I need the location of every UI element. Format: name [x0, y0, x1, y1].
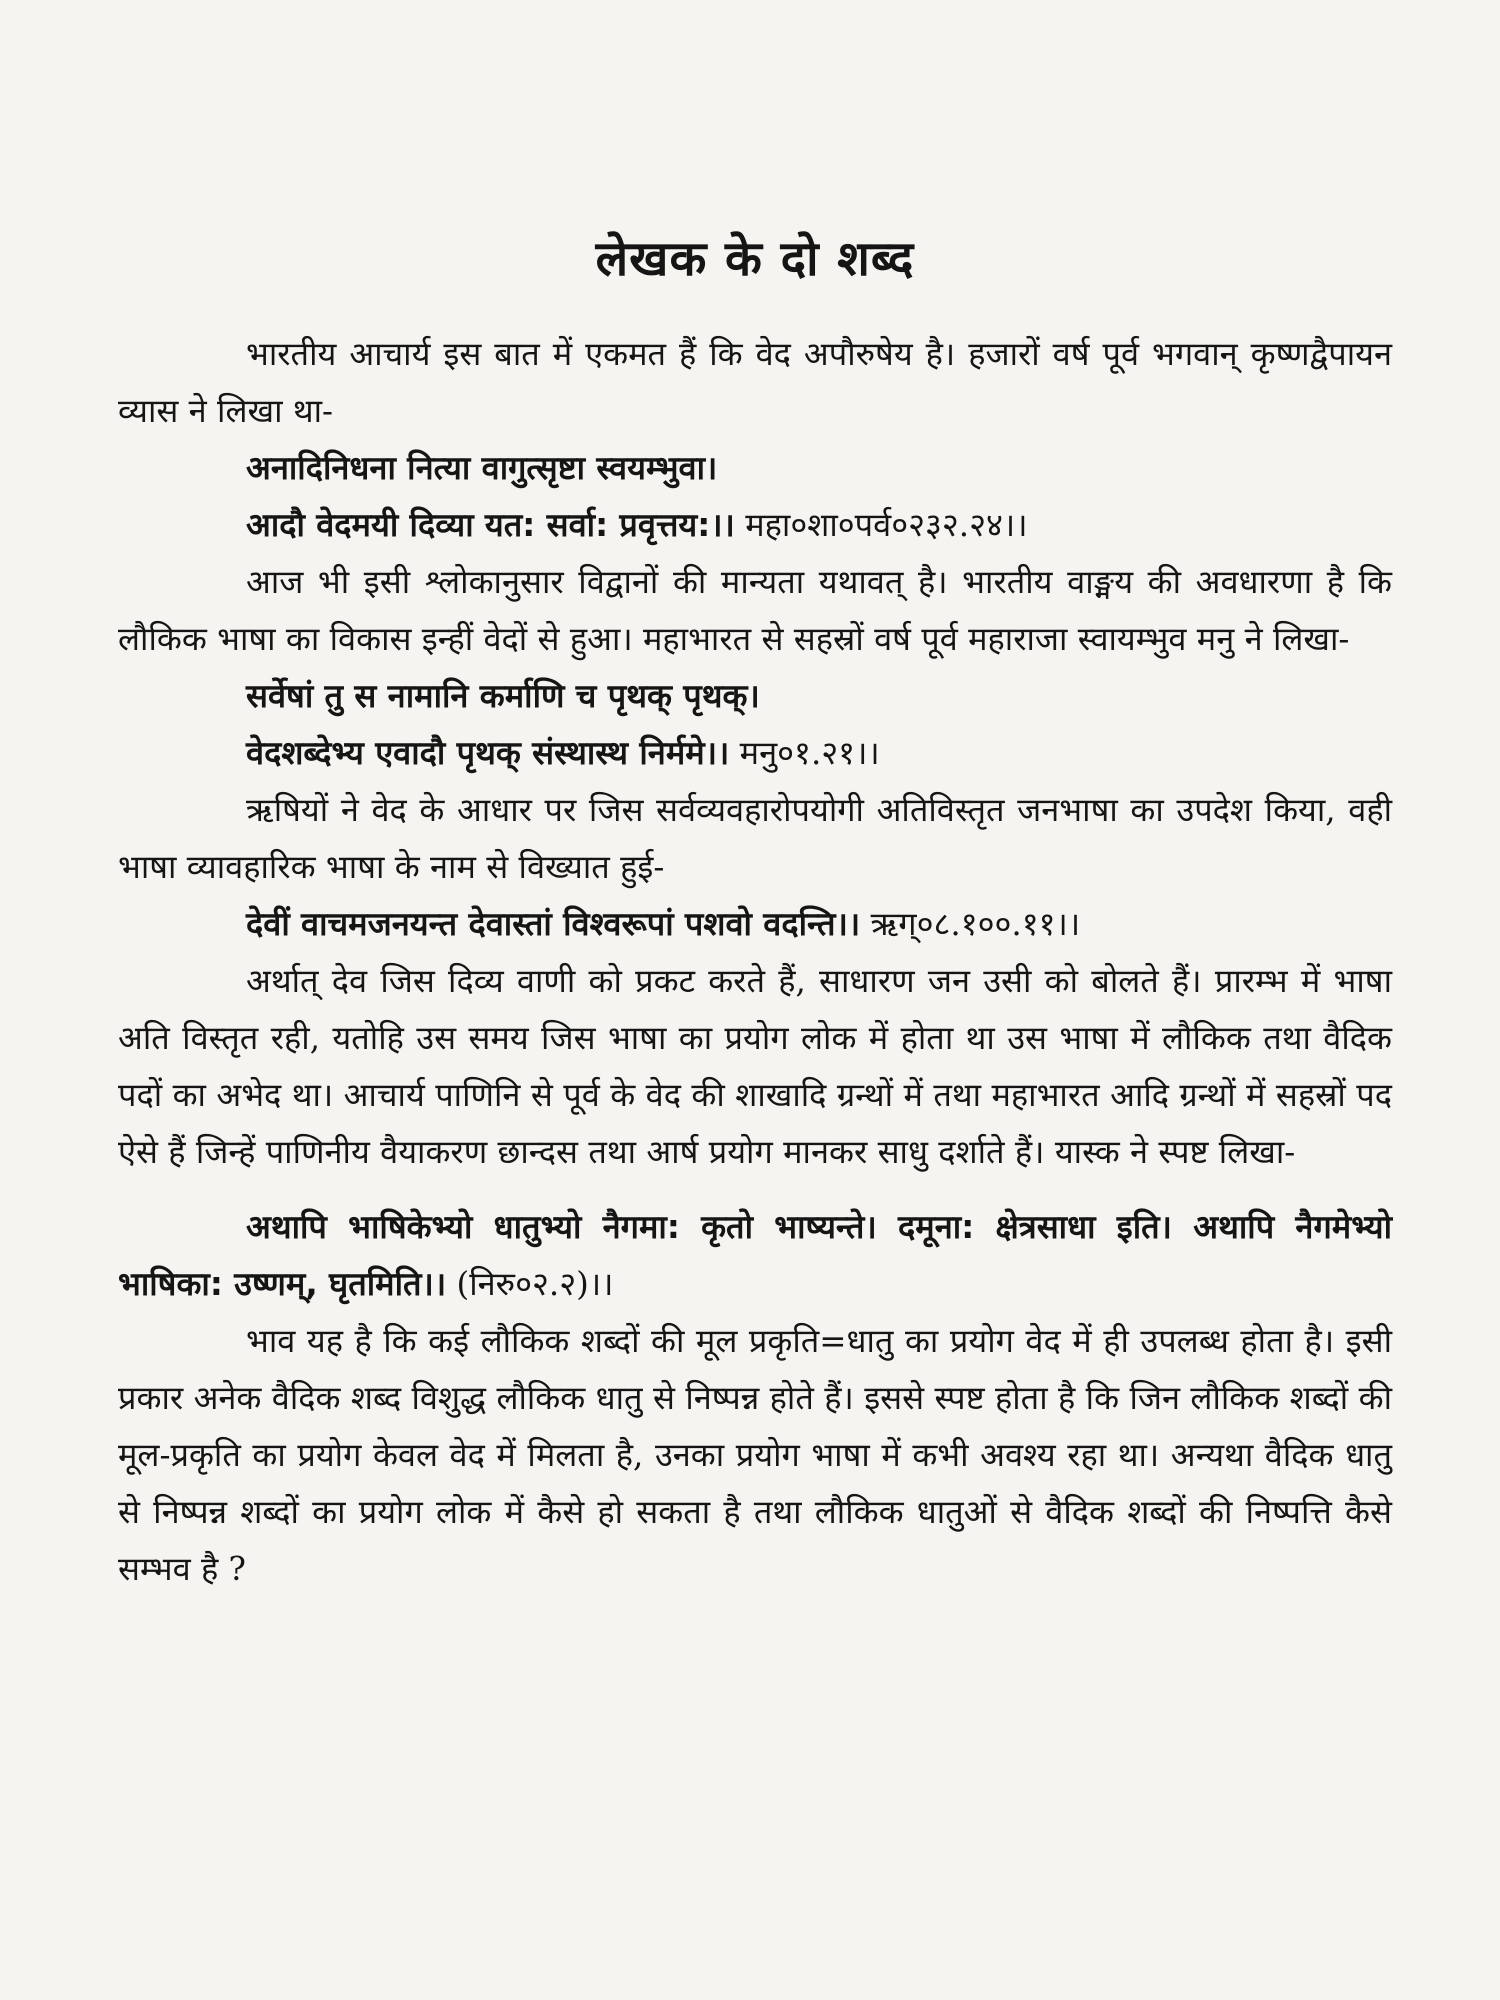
- verse-1a: [118, 440, 1392, 497]
- verse-reference: ऋग्०८.१००.११।।: [870, 905, 1081, 943]
- verse-text: देवीं वाचमजनयन्त देवास्तां विश्वरूपां पशवो वदन्ति।।: [246, 905, 861, 943]
- verse-text: वेदशब्देभ्य एवादौ पृथक् संस्थास्थ निर्ममे।।: [246, 734, 730, 772]
- paragraph-3: ऋषियों ने वेद के आधार पर जिस सर्वव्यवहारोपयोगी अतिविस्तृत जनभाषा का उपदेश किया, वही भाषा व्यावहारिक भाषा के नाम से विख्यात हुई-: [118, 791, 1392, 886]
- paragraph-2: आज भी इसी श्लोकानुसार विद्वानों की मान्यता यथावत् है। भारतीय वाङ्मय की अवधारणा है कि लौकिक भाषा का विकास इन्हीं वेदों से हुआ। महाभारत से सहस्रों वर्ष पूर्व महाराजा स्वायम्भुव मनु ने लिखा-: [118, 563, 1392, 658]
- verse-reference: (निरु०२.२)।।: [456, 1265, 614, 1303]
- verse-text: सर्वेषां तु स नामानि कर्माणि च पृथक् पृथक्।: [246, 677, 760, 715]
- verse-2b: [118, 725, 1392, 782]
- verse-reference: महा०शा०पर्व०२३२.२४।।: [745, 506, 1028, 544]
- verse-3: [118, 896, 1392, 953]
- paragraph-1: भारतीय आचार्य इस बात में एकमत हैं कि वेद अपौरुषेय है। हजारों वर्ष पूर्व भगवान् कृष्णद्वैपायन व्यास ने लिखा था-: [118, 335, 1392, 430]
- verse-reference: मनु०१.२१।।: [739, 734, 880, 772]
- paragraph-5: भाव यह है कि कई लौकिक शब्दों की मूल प्रकृति=धातु का प्रयोग वेद में ही उपलब्ध होता है। इसी प्रकार अनेक वैदिक शब्द विशुद्ध लौकिक धातु से निष्पन्न होते हैं। इससे स्पष्ट होता है कि जिन लौकिक शब्दों की मूल-प्रकृति का प्रयोग केवल वेद में मिलता है, उनका प्रयोग भाषा में कभी अवश्य रहा था। अन्यथा वैदिक धातु से निष्पन्न शब्दों का प्रयोग लोक में कैसे हो सकता है तथा लौकिक धातुओं से वैदिक शब्दों की निष्पत्ति कैसे सम्भव है ?: [118, 1322, 1392, 1588]
- verse-text: अथापि भाषिकेभ्यो धातुभ्यो नैगमा: कृतो भाष्यन्ते। दमूना: क्षेत्रसाधा इति। अथापि नैगमेभ्यो भाषिका: उष्णम्, घृतमिति।।: [118, 1208, 1392, 1303]
- verse-2a: [118, 668, 1392, 725]
- verse-4: [118, 1199, 1392, 1313]
- page-title: लेखक के दो शब्द: [595, 231, 915, 287]
- paragraph-4: अर्थात् देव जिस दिव्य वाणी को प्रकट करते हैं, साधारण जन उसी को बोलते हैं। प्रारम्भ में भाषा अति विस्तृत रही, यतोहि उस समय जिस भाषा का प्रयोग लोक में होता था उस भाषा में लौकिक तथा वैदिक पदों का अभेद था। आचार्य पाणिनि से पूर्व के वेद की शाखादि ग्रन्थों में तथा महाभारत आदि ग्रन्थों में सहस्रों पद ऐसे हैं जिन्हें पाणिनीय वैयाकरण छान्दस तथा आर्ष प्रयोग मानकर साधु दर्शाते हैं। यास्क ने स्पष्ट लिखा-: [118, 962, 1392, 1171]
- verse-text: आदौ वेदमयी दिव्या यत: सर्वा: प्रवृत्तय:।।: [246, 506, 735, 544]
- verse-1b: [118, 497, 1392, 554]
- spacer: [118, 1181, 1392, 1199]
- verse-text: अनादिनिधना नित्या वागुत्सृष्टा स्वयम्भुवा।: [246, 449, 718, 487]
